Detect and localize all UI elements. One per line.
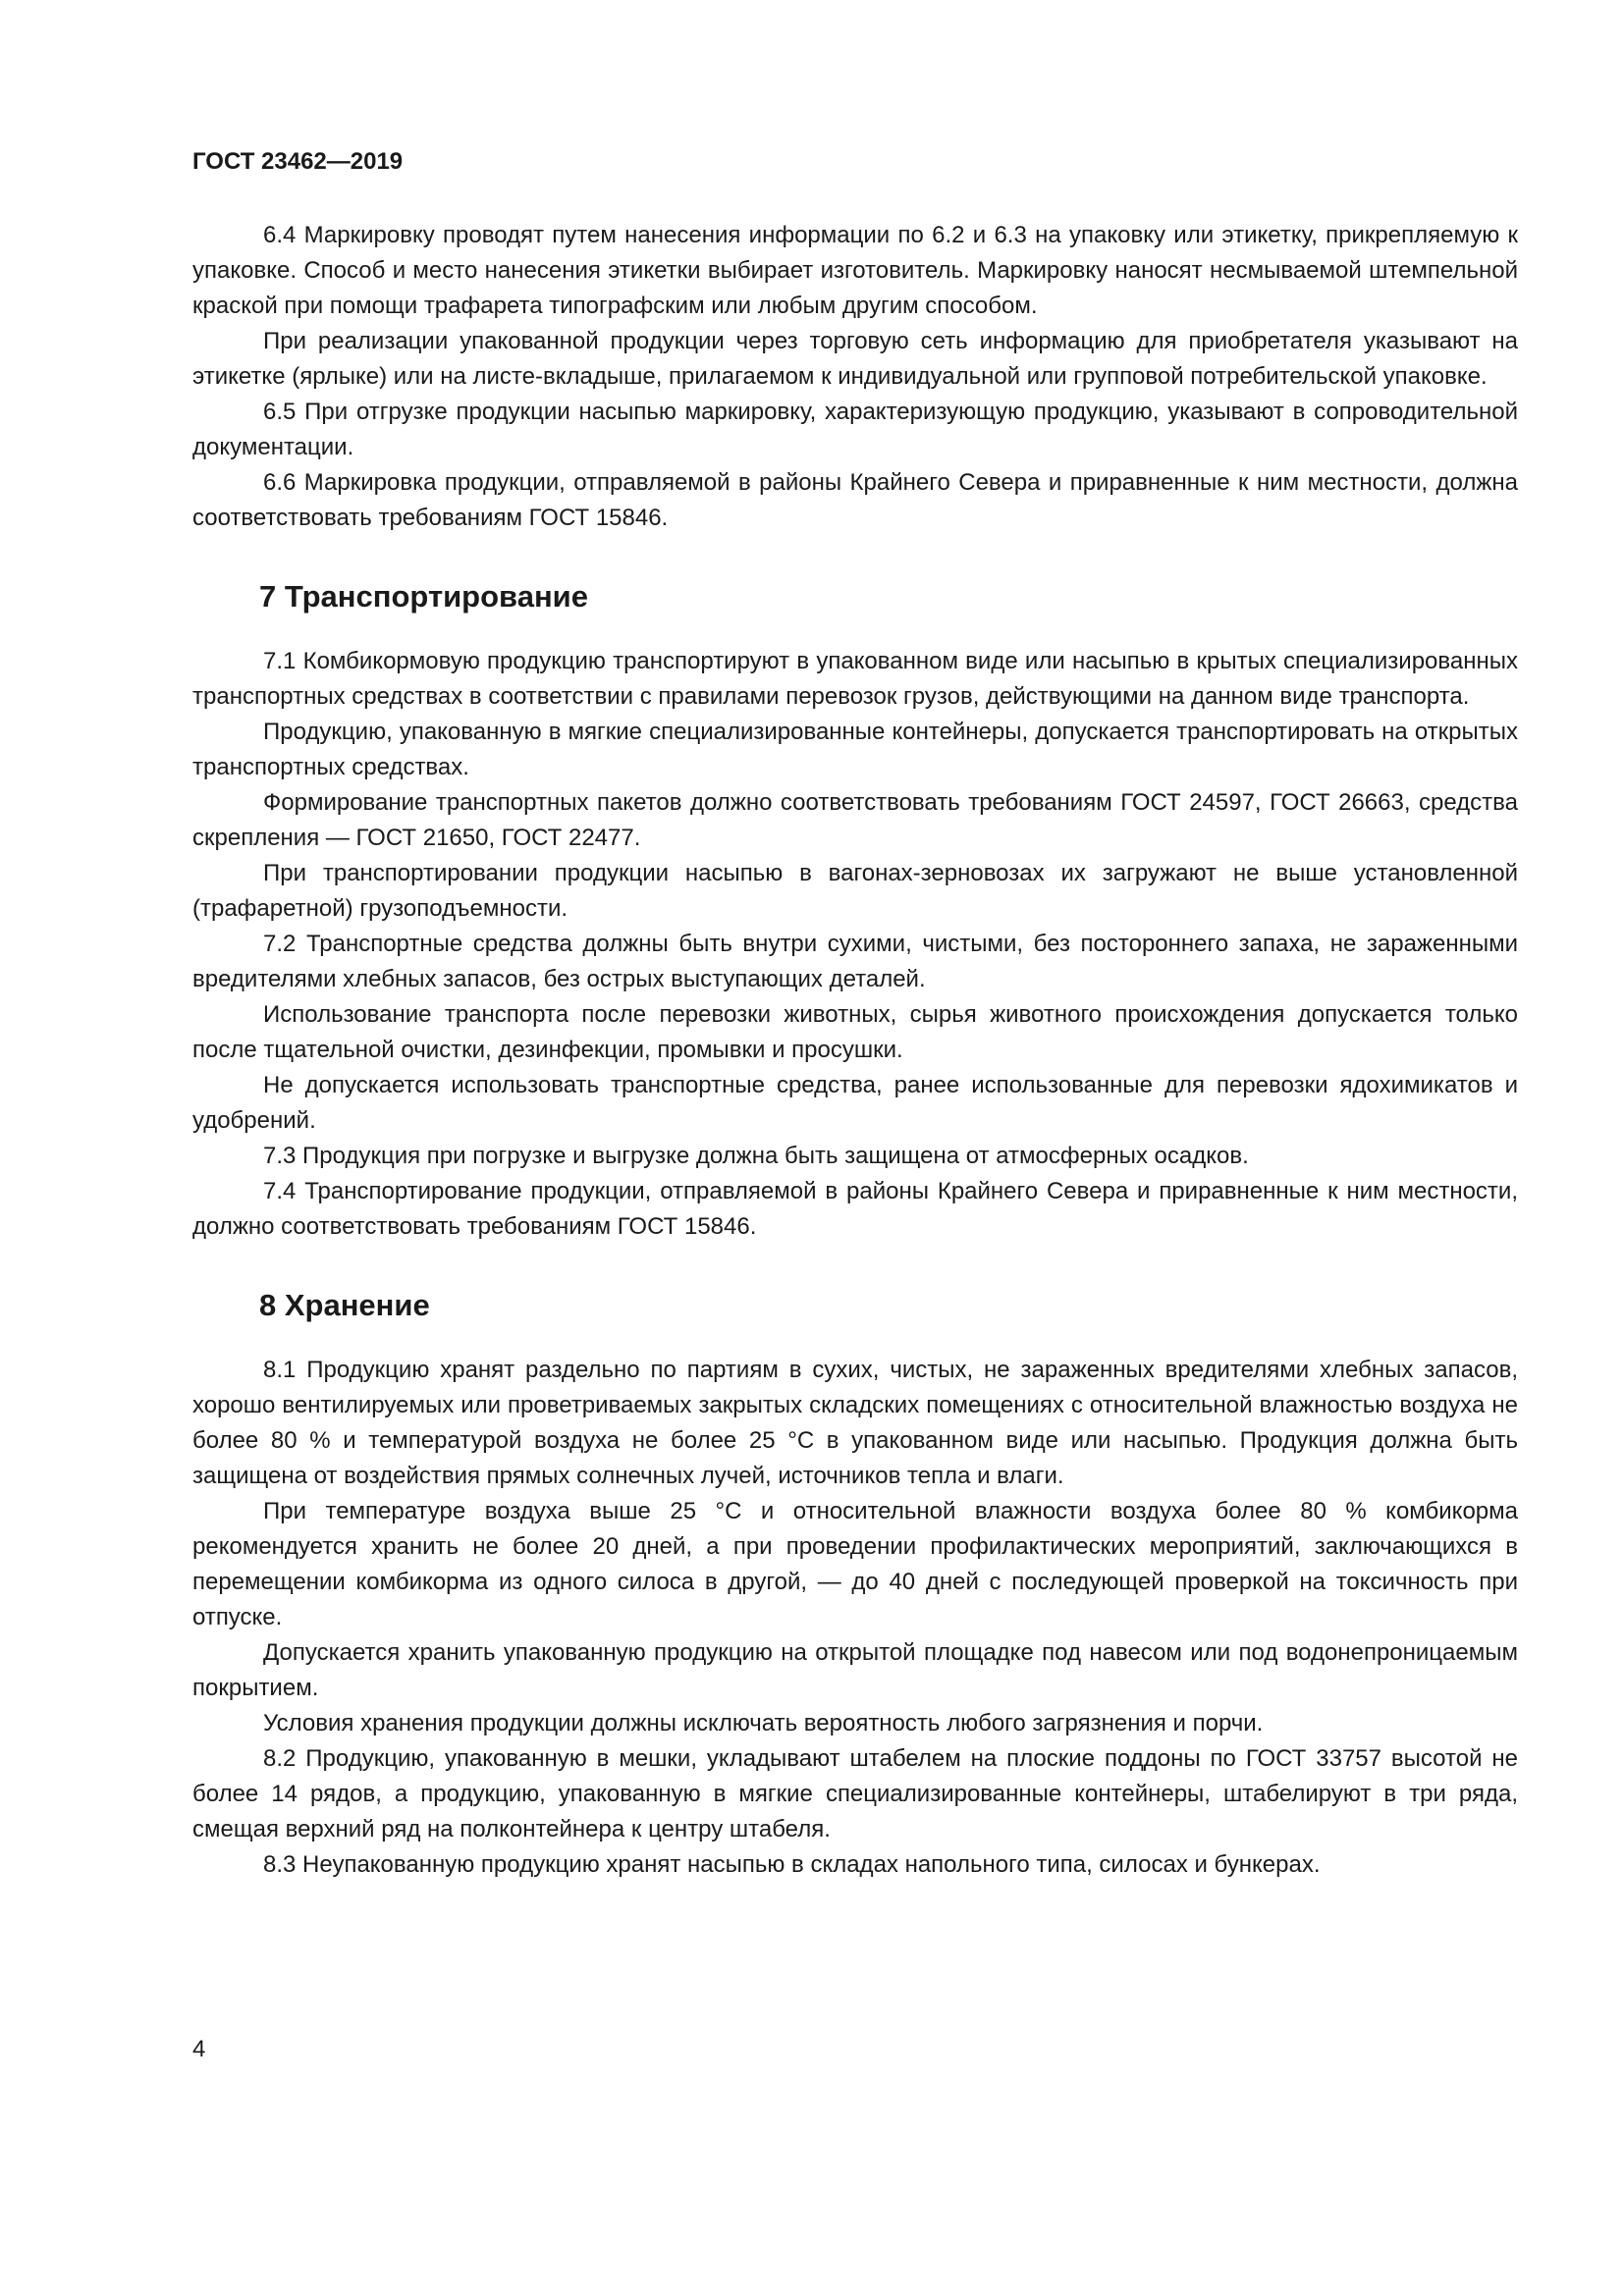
paragraph-7-1-containers: Продукцию, упакованную в мягкие специализированные контейнеры, допускается транспортировать на открытых транспортных средствах. [192,719,1518,780]
paragraph-6-5: 6.5 При отгрузке продукции насыпью маркировку, характеризующую продукцию, указывают в сопроводительной документации. [192,399,1518,460]
section-8-title: 8 Хранение [259,1288,430,1322]
paragraph-6-6: 6.6 Маркировка продукции, отправляемой в районы Крайнего Севера и приравненные к ним местности, должна соответствовать требованиям ГОСТ 15846. [192,469,1518,531]
paragraph-7-2-animals: Использование транспорта после перевозки животных, сырья животного происхождения допускается только после тщательной очистки, дезинфекции, промывки и просушки. [192,1001,1518,1063]
paragraph-7-2: 7.2 Транспортные средства должны быть внутри сухими, чистыми, без постороннего запаха, не зараженными вредителями хлебных запасов, без острых выступающих деталей. [192,931,1518,992]
paragraph-8-1: 8.1 Продукцию хранят раздельно по партиям в сухих, чистых, не зараженных вредителями хлебных запасов, хорошо вентилируемых или проветриваемых закрытых складских помещениях с относительной влажностью воздуха не более 80 % и температурой воздуха не более 25 °C в упакованном виде или насыпью. Продукция должна быть защищена от воздействия прямых солнечных лучей, источников тепла и влаги. [192,1357,1518,1489]
paragraph-8-3: 8.3 Неупакованную продукцию хранят насыпью в складах напольного типа, силосах и бункерах. [263,1851,1321,1878]
paragraph-8-1-outdoor: Допускается хранить упакованную продукцию на открытой площадке под навесом или под водонепроницаемым покрытием. [192,1639,1518,1701]
section-7 [192,577,1518,1245]
paragraph-6-4: 6.4 Маркировку проводят путем нанесения информации по 6.2 и 6.3 на упаковку или этикетку, прикрепляемую к упаковке. Способ и место нанесения этикетки выбирает изготовитель. Маркировку наносят несмываемой штемпельной краской при помощи трафарета типографским или любым другим способом. [192,222,1518,319]
document-page [192,147,1518,1883]
document-header: ГОСТ 23462—2019 [192,148,404,175]
paragraph-7-1-wagons: При транспортировании продукции насыпью в вагонах-зерновозах их загружают не выше установленной (трафаретной) грузоподъемности. [192,860,1518,922]
page-number: 4 [192,2036,206,2062]
section-7-title: 7 Транспортирование [259,579,588,614]
paragraph-8-2: 8.2 Продукцию, упакованную в мешки, укладывают штабелем на плоские поддоны по ГОСТ 33757 высотой не более 14 рядов, а продукцию, упакованную в мягкие специализированные контейнеры, штабелируют в три ряда, смещая верхний ряд на полконтейнера к центру штабеля. [192,1745,1518,1842]
section-8 [192,1286,1518,1883]
paragraph-7-3: 7.3 Продукция при погрузке и выгрузке должна быть защищена от атмосферных осадков. [263,1143,1249,1169]
paragraph-8-1-conditions: Условия хранения продукции должны исключать вероятность любого загрязнения и порчи. [263,1710,1264,1736]
paragraph-7-1-packages: Формирование транспортных пакетов должно соответствовать требованиям ГОСТ 24597, ГОСТ 26663, средства скрепления — ГОСТ 21650, ГОСТ 22477. [192,789,1518,851]
paragraph-6-4-retail: При реализации упакованной продукции через торговую сеть информацию для приобретателя указывают на этикетке (ярлыке) или на листе-вкладыше, прилагаемом к индивидуальной или групповой потребительской упаковке. [192,328,1518,390]
paragraph-8-1-temperature: При температуре воздуха выше 25 °C и относительной влажности воздуха более 80 % комбикорма рекомендуется хранить не более 20 дней, а при проведении профилактических мероприятий, заключающихся в перемещении комбикорма из одного силоса в другой, — до 40 дней с последующей проверкой на токсичность при отпуске. [192,1498,1518,1630]
paragraph-7-4: 7.4 Транспортирование продукции, отправляемой в районы Крайнего Севера и приравненные к ним местности, должно соответствовать требованиям ГОСТ 15846. [192,1178,1518,1240]
section-6-continuation [192,218,1518,536]
paragraph-7-2-chemicals: Не допускается использовать транспортные средства, ранее использованные для перевозки ядохимикатов и удобрений. [192,1072,1518,1134]
paragraph-7-1: 7.1 Комбикормовую продукцию транспортируют в упакованном виде или насыпью в крытых специализированных транспортных средствах в соответствии с правилами перевозок грузов, действующими на данном виде транспорта. [192,648,1518,710]
